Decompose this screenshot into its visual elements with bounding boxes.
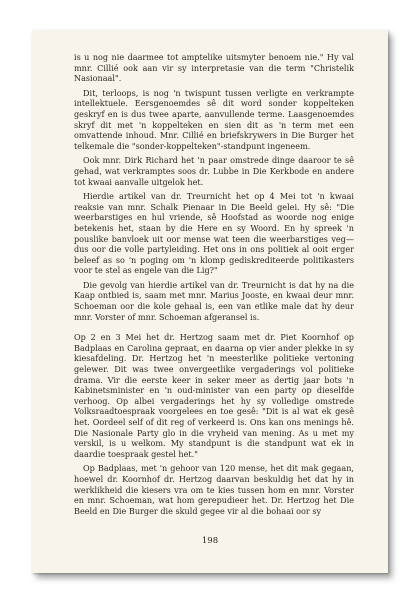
page-number: 198 [201, 536, 219, 546]
paragraph: is u nog nie daarmee tot amptelike uitsmyter benoem nie." Hy val mnr. Cillié ook aan vir sy interpretasie van die term "Christelik Nasionaal". [74, 52, 354, 84]
paragraph: Op Badplaas, met 'n gehoor van 120 mense, het dit mak gegaan, hoewel dr. Koornhof dr. Hertzog daarvan beskuldig het dat hy in werklikheid die kiesers vra om te kies tussen hom en mnr. Vorster en mnr. Schoeman, wat hom gerepudieer het. Dr. Hertzog het Die Beeld en Die Burger die skuld gegee vir al die bohaai oor sy [74, 463, 354, 516]
book-page [32, 30, 388, 573]
paragraph: Die gevolg van hierdie artikel van dr. Treurnicht is dat hy na die Kaap ontbied is, saam met mnr. Marius Jooste, en kwaai deur mnr. Schoeman oor die kole gehaal is, een van etlike male dat hy deur mnr. Vorster of mnr. Schoeman afgeransel is. [74, 279, 354, 322]
paragraph: Ook mnr. Dirk Richard het 'n paar omstrede dinge daaroor te sê gehad, wat verkramptes soos dr. Lubbe in Die Kerkbode en andere tot kwaai aanvalle uitgelok het. [74, 155, 354, 187]
paragraph: Dit, terloops, is nog 'n twispunt tussen verligte en verkrampte intellektuele. Eersgenoemdes sê dit word sonder koppelteken geskryf en is dus twee aparte, aanvullende terme. Laasgenoemdes skryf dit met 'n koppelteken en sien dit as 'n term met een omvattende inhoud. Mnr. Cillié en briefskrywers in Die Burger het telkemale die "sonder-koppelteken"-standpunt ingeneem. [74, 87, 354, 151]
paragraph: Op 2 en 3 Mei het dr. Hertzog saam met dr. Piet Koornhof op Badplaas en Carolina gepraat, en daarna op vier ander plekke in sy kiesafdeling. Dr. Hertzog het 'n meesterlike politieke vertoning gelewer. Dit was twee onvergeetlike vergaderings vol politieke drama. Vir die eerste keer in seker meer as dertig jaar bots 'n Kabinetsminister en 'n oud-minister van een party op dieselfde verhoog. Op albei vergaderings het hy sy volledige omstrede Volksraadtoespraak voorgelees en toe gesê: "Dit is al wat ek gesê het. Oordeel self of dit reg of verkeerd is. Ons kan ons menings hê. Die Nasionale Party glo in die vryheid van mening. As u met my verskil, is u welkom. My standpunt is die standpunt wat ek in daardie toespraak gestel het." [74, 332, 354, 459]
body-text [74, 52, 354, 520]
paragraph: Hierdie artikel van dr. Treurnicht het op 4 Mei tot 'n kwaai reaksie van mnr. Schalk Pienaar in Die Beeld gelei. Hy sê: "Die weerbarstiges en hul vriende, sê Hoofstad as woorde nog enige betekenis het, staan by die Here en sy Woord. En hy spreek 'n pouslike banvloek uit oor mense wat teen die weerbarstiges veg—dus oor die volle partyleiding. Het ons in ons politiek al ooit erger beleef as so 'n poging om 'n klomp gediskrediteerde politikasters voor te stel as engele van die Lig?" [74, 191, 354, 276]
